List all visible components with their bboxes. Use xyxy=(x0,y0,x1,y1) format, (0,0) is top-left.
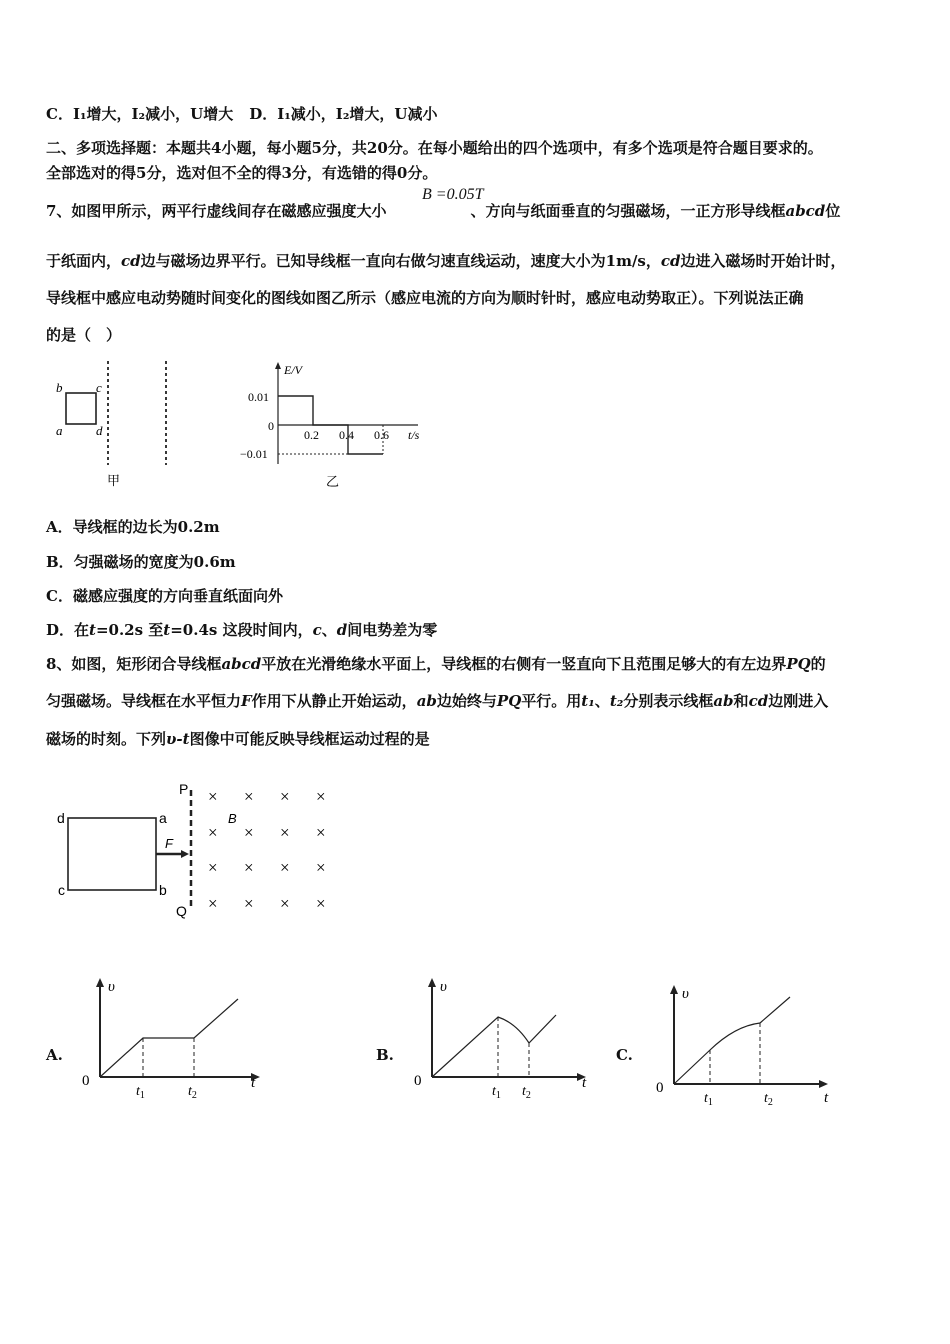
q7-suffix-end: 位 xyxy=(825,202,841,220)
q7-d-c: c xyxy=(312,621,322,639)
field-cross-7: × xyxy=(316,823,326,842)
section2-line2: 全部选对的得5分，选对但不全的得3分，有选错的得0分。 xyxy=(46,164,438,182)
graph-c-curve xyxy=(674,997,790,1084)
field-cross-2: × xyxy=(280,787,290,806)
q8-l2-mid3: 平行。用 xyxy=(521,692,582,710)
magnetic-field-crosses xyxy=(208,787,326,913)
graph-a-label: A. xyxy=(46,1046,63,1064)
q7-option-b: B．匀强磁场的宽度为0.6m xyxy=(46,553,236,571)
figure-label-yi: 乙 xyxy=(326,474,340,489)
graph-c-t2: $t_2$ xyxy=(764,1091,773,1108)
graph-a-t1: $t_1$ xyxy=(136,1084,145,1101)
q8-l2-mid: 作用下从静止开始运动， xyxy=(251,692,417,710)
label-d: d xyxy=(96,423,103,438)
graph-b-y-arrow xyxy=(428,978,436,987)
q7-line4: 的是（ ） xyxy=(46,326,122,344)
q8-l2-mid2: 边始终与 xyxy=(436,692,497,710)
rect-frame xyxy=(68,818,156,890)
q8-figure xyxy=(55,778,345,923)
square-frame xyxy=(66,393,96,424)
q7-prefix: 7、如图甲所示，两平行虚线间存在磁感应强度大小 xyxy=(46,202,387,220)
q8-line3 xyxy=(46,728,430,749)
q7-line2 xyxy=(46,250,846,271)
q7-abcd: abcd xyxy=(785,202,826,220)
q7-d-sep: 、 xyxy=(321,621,337,639)
q7-d-end: 间电势差为零 xyxy=(347,621,438,639)
x-tick-0: 0.2 xyxy=(304,428,319,442)
q7-line2-b: 边与磁场边界平行。已知导线框一直向右做匀速直线运动，速度大小为1m/s， xyxy=(140,252,661,270)
label-Q: Q xyxy=(176,903,187,919)
q7-figure-yi xyxy=(236,360,436,490)
graph-a xyxy=(76,975,276,1105)
q7-line2-a: 于纸面内， xyxy=(46,252,122,270)
graph-b-v: υ xyxy=(440,979,447,995)
field-cross-10: × xyxy=(280,858,290,877)
graph-a-curve xyxy=(100,999,238,1077)
field-cross-8: × xyxy=(208,858,218,877)
graph-c-t: t xyxy=(824,1090,829,1106)
figure-label-jia: 甲 xyxy=(107,473,121,488)
graph-c-label: C. xyxy=(616,1046,633,1064)
q8-ab: ab xyxy=(416,692,437,710)
q8-vt: υ-t xyxy=(166,730,190,748)
q7-d-pre: D．在 xyxy=(46,621,90,639)
label-b: b xyxy=(56,380,63,395)
graph-a-y-arrow xyxy=(96,978,104,987)
graph-a-t2: $t_2$ xyxy=(188,1084,197,1101)
field-cross-12: × xyxy=(208,894,218,913)
q8-line2 xyxy=(46,690,828,711)
q8-t1: t₁ xyxy=(581,692,595,710)
q7-cd-2: cd xyxy=(660,252,681,270)
label-b: b xyxy=(159,882,167,898)
label-F: F xyxy=(165,836,173,851)
field-cross-6: × xyxy=(280,823,290,842)
graph-b xyxy=(408,975,608,1105)
field-cross-11: × xyxy=(316,858,326,877)
field-cross-5: × xyxy=(244,823,254,842)
q7-d-t2: t xyxy=(163,621,171,639)
force-arrow-head xyxy=(181,850,189,858)
q8-l1-pre: 8、如图，矩形闭合导线框 xyxy=(46,655,222,673)
q8-l2-mid4: 分别表示线框 xyxy=(623,692,714,710)
label-P: P xyxy=(179,781,189,797)
q8-F: F xyxy=(241,692,252,710)
q8-l2-end: 边刚进入 xyxy=(768,692,829,710)
graph-c-t1: $t_1$ xyxy=(704,1091,713,1108)
field-cross-15: × xyxy=(316,894,326,913)
label-c: c xyxy=(96,380,102,395)
graph-b-origin: 0 xyxy=(414,1073,422,1089)
section2-line1: 二、多项选择题：本题共4小题，每小题5分，共20分。在每小题给出的四个选项中，有多个选项是符合题目要求的。 xyxy=(46,139,823,157)
label-a: a xyxy=(56,423,63,438)
y-tick-pos: 0.01 xyxy=(248,390,269,404)
graph-a-t: t xyxy=(251,1075,256,1091)
y-axis-arrow xyxy=(275,362,281,369)
q8-l3-end: 图像中可能反映导线框运动过程的是 xyxy=(189,730,430,748)
q6-options-cd xyxy=(46,103,437,124)
y-label: E/V xyxy=(284,363,302,377)
graph-b-curve xyxy=(432,1015,556,1077)
graph-a-v: υ xyxy=(108,979,115,995)
q8-l2-sep: 、 xyxy=(594,692,610,710)
q7-figure-jia xyxy=(50,355,190,490)
q7-suffix: 、方向与纸面垂直的匀强磁场，一正方形导线框 xyxy=(470,202,786,220)
q7-d-mid2: =0.4s 这段时间内， xyxy=(170,621,313,639)
x-label: t/s xyxy=(408,428,420,442)
q8-l3-pre: 磁场的时刻。下列 xyxy=(46,730,167,748)
field-cross-9: × xyxy=(244,858,254,877)
graph-c-v: υ xyxy=(682,986,689,1002)
q7-option-c: C．磁感应强度的方向垂直纸面向外 xyxy=(46,587,283,605)
q8-abcd: abcd xyxy=(221,655,262,673)
q7-option-d xyxy=(46,619,437,640)
field-cross-14: × xyxy=(280,894,290,913)
field-cross-4: × xyxy=(208,823,218,842)
x-tick-2: 0.6 xyxy=(374,428,389,442)
graph-c-x-arrow xyxy=(819,1080,828,1088)
label-d: d xyxy=(57,810,65,826)
label-c: c xyxy=(58,882,65,898)
q8-line1 xyxy=(46,653,826,674)
q8-ab-2: ab xyxy=(713,692,734,710)
label-B: B xyxy=(228,811,237,826)
q7-line3: 导线框中感应电动势随时间变化的图线如图乙所示（感应电流的方向为顺时针时，感应电动势取正）。下列说法正确 xyxy=(46,289,804,307)
graph-c-origin: 0 xyxy=(656,1080,664,1096)
q7-formula: B =0.05T xyxy=(422,186,484,203)
y-tick-neg: −0.01 xyxy=(240,447,268,461)
q8-and: 和 xyxy=(733,692,749,710)
q8-pq-2: PQ xyxy=(496,692,522,710)
graph-a-origin: 0 xyxy=(82,1073,90,1089)
q8-l1-end: 的 xyxy=(810,655,826,673)
x-tick-1: 0.4 xyxy=(339,428,354,442)
field-cross-13: × xyxy=(244,894,254,913)
q7-line2-c: 边进入磁场时开始计时， xyxy=(680,252,846,270)
q6-option-d: D．I₁减小，I₂增大，U减小 xyxy=(249,105,438,123)
q8-t2: t₂ xyxy=(609,692,624,710)
q8-pq-1: PQ xyxy=(786,655,811,673)
q7-d-d: d xyxy=(336,621,348,639)
graph-b-label: B. xyxy=(376,1046,394,1064)
q8-l1-mid: 平放在光滑绝缘水平面上，导线框的右侧有一竖直向下且范围足够大的有左边界 xyxy=(261,655,787,673)
q7-option-a: A．导线框的边长为0.2m xyxy=(46,518,220,536)
field-cross-3: × xyxy=(316,787,326,806)
graph-b-t1: $t_1$ xyxy=(492,1084,501,1101)
graph-b-t2: $t_2$ xyxy=(522,1084,531,1101)
field-cross-0: × xyxy=(208,787,218,806)
q6-option-c: C．I₁增大，I₂减小，U增大 xyxy=(46,105,234,123)
q7-d-mid1: =0.2s 至 xyxy=(95,621,164,639)
field-cross-1: × xyxy=(244,787,254,806)
q8-cd: cd xyxy=(748,692,769,710)
label-a: a xyxy=(159,810,167,826)
q7-d-t1: t xyxy=(89,621,96,639)
q8-l2-pre: 匀强磁场。导线框在水平恒力 xyxy=(46,692,242,710)
q7-cd-1: cd xyxy=(121,252,141,270)
graph-b-t: t xyxy=(582,1075,587,1091)
y-tick-zero: 0 xyxy=(268,419,274,433)
graph-c-y-arrow xyxy=(670,985,678,994)
graph-c xyxy=(650,982,850,1112)
